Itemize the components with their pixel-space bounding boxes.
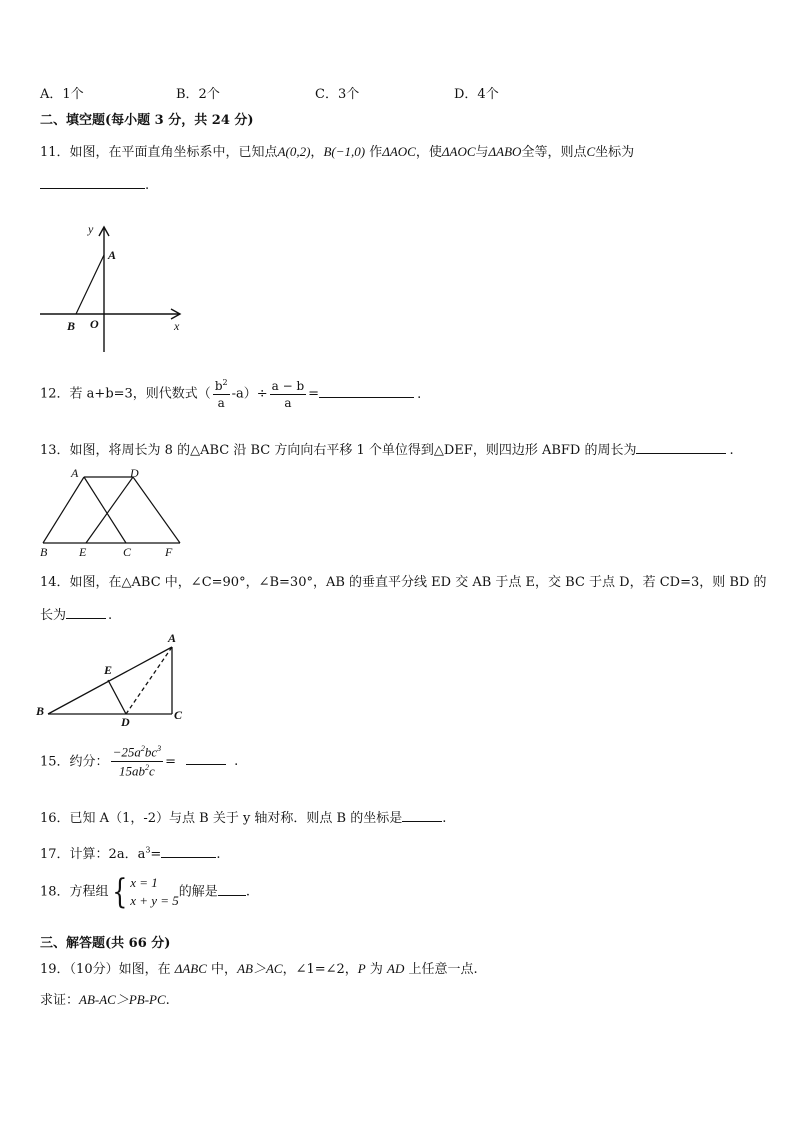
q13-end: . <box>729 443 734 458</box>
q14-segment-ad-dashed <box>126 647 172 714</box>
q19-score: （10分）如图，在 <box>69 962 175 977</box>
q14-label-a: A <box>168 631 177 645</box>
q19-number: 19． <box>40 962 70 977</box>
q18-brace: { <box>111 872 127 912</box>
q13-segment-ab <box>43 477 84 543</box>
q13-segment-ac <box>84 477 126 543</box>
q16-number: 16． <box>40 811 70 826</box>
q13-figure <box>40 468 190 558</box>
q12-frac1-den: a <box>217 396 225 410</box>
q11-label-y: y <box>88 222 94 236</box>
q15-text: 约分： <box>69 754 109 770</box>
q12-frac2-num: a − b <box>271 378 305 393</box>
q14-label-e: E <box>104 663 113 677</box>
q15-den-1: 15ab <box>118 763 145 779</box>
q13-text: 如图，将周长为 8 的△ABC 沿 BC 方向向右平移 1 个单位得到△DEF，则四边形 ABFD 的周长为 <box>69 443 637 458</box>
q15-eq: = <box>165 754 177 770</box>
q11-answer-blank[interactable] <box>40 176 145 189</box>
q12-frac1-sup: 2 <box>222 378 228 387</box>
q13-label-e: E <box>79 545 87 559</box>
q11-label-b: B <box>67 319 76 333</box>
q15-fraction <box>111 744 164 780</box>
q14-number: 14． <box>40 575 70 590</box>
q12-answer-blank[interactable] <box>319 385 414 398</box>
q12-text-1: 若 a+b=3，则代数式（ <box>69 386 211 402</box>
q19-text-1: 中， <box>206 962 238 977</box>
q12-frac1-num: b <box>214 379 223 393</box>
choice-a: A．1个 <box>40 87 84 102</box>
q17-text-2: = <box>150 847 162 862</box>
question-11 <box>40 141 634 160</box>
q16-text: 已知 A（1，-2）与点 B 关于 y 轴对称．则点 B 的坐标是 <box>69 811 403 826</box>
q11-segment-ab <box>76 255 104 314</box>
q13-label-f: F <box>165 545 173 559</box>
question-13 <box>40 439 734 458</box>
q19-text-4: 上任意一点. <box>404 962 478 977</box>
q11-tri-aoc2: ΔAOC <box>441 144 476 159</box>
q13-segment-de <box>86 477 133 543</box>
q18-text-2: 的解是 <box>178 884 218 900</box>
question-15 <box>40 744 238 780</box>
q19-prove-end: . <box>165 993 170 1008</box>
q11-label-x: x <box>174 319 180 333</box>
section-title-solutions: 三、解答题(共 66 分) <box>40 936 171 951</box>
q17-number: 17． <box>40 847 70 862</box>
choice-c: C．3个 <box>315 87 360 102</box>
choice-b: B．2个 <box>176 87 220 102</box>
q13-label-a: A <box>71 466 79 480</box>
q11-number: 11． <box>40 145 70 160</box>
q18-text-1: 方程组 <box>69 884 109 900</box>
q11-end: . <box>145 178 150 193</box>
q15-end: . <box>234 754 239 770</box>
q13-label-c: C <box>123 545 132 559</box>
q12-number: 12． <box>40 386 70 402</box>
question-16 <box>40 807 446 826</box>
q15-num-sup-2: 3 <box>157 744 162 753</box>
q14-figure <box>36 630 191 729</box>
q11-text-1: 如图，在平面直角坐标系中，已知点 <box>69 145 278 160</box>
q14-segment-ed <box>108 680 126 714</box>
q15-num-2: bc <box>144 744 158 760</box>
q14-text-line-2: 长为 <box>40 608 67 623</box>
q14-end: . <box>108 608 113 623</box>
q19-text-3: 为 <box>365 962 388 977</box>
q14-text-line-1: 如图，在△ABC 中，∠C=90°，∠B=30°，AB 的垂直平分线 ED 交 AB 于点 E，交 BC 于点 D，若 CD=3，则 BD 的 <box>69 575 767 590</box>
question-14-line-2 <box>40 604 112 623</box>
q17-sup: 3 <box>145 845 151 855</box>
q13-answer-blank[interactable] <box>636 441 726 454</box>
q19-tri: ΔABC <box>174 961 207 976</box>
question-18 <box>40 874 250 910</box>
q19-prove: AB-AC＞PB-PC <box>79 992 166 1007</box>
q18-eq-1: x = 1 <box>130 875 158 890</box>
q12-fraction-2 <box>270 379 307 410</box>
q15-den-2: c <box>148 763 155 779</box>
q15-den-sup: 2 <box>144 763 149 773</box>
q18-end: . <box>245 884 250 900</box>
q19-ad: AD <box>387 961 405 976</box>
q11-text-6: 坐标为 <box>595 145 635 160</box>
q11-text-2: 作 <box>369 145 383 160</box>
q18-system <box>130 874 179 910</box>
question-14-line-1 <box>40 571 767 590</box>
section-title-fill-in: 二、填空题(每小题 3 分，共 24 分) <box>40 113 254 128</box>
question-19-prove <box>40 989 170 1008</box>
q11-text-4: 与 <box>475 145 489 160</box>
q11-tri-abo: ΔABO <box>488 144 522 159</box>
q11-sep: ， <box>310 145 324 160</box>
q19-prove-label: 求证： <box>40 993 80 1008</box>
q11-text-5: 全等，则点 <box>521 145 587 160</box>
q17-answer-blank[interactable] <box>161 845 216 858</box>
q14-answer-blank[interactable] <box>66 606 106 619</box>
q16-answer-blank[interactable] <box>402 809 442 822</box>
q11-figure <box>40 222 190 357</box>
question-19 <box>40 958 478 977</box>
q12-text-2: -a）÷ <box>231 386 268 402</box>
q19-cond-1: AB＞AC <box>237 961 283 976</box>
q15-answer-blank[interactable] <box>186 752 226 765</box>
q11-label-o: O <box>90 317 99 331</box>
q17-text: 计算：2a．a <box>69 847 146 862</box>
q11-point-a: A(0,2) <box>277 144 311 159</box>
q13-segment-df <box>133 477 180 543</box>
q18-number: 18． <box>40 884 70 900</box>
q13-label-d: D <box>130 466 139 480</box>
q16-end: . <box>442 811 447 826</box>
q11-point-c: C <box>586 144 596 159</box>
q12-text-3: = <box>308 386 320 402</box>
q13-label-b: B <box>40 545 48 559</box>
q11-text-3: ，使 <box>415 145 442 160</box>
q19-text-2: ，∠1=∠2， <box>282 962 358 977</box>
q15-num-sup-1: 2 <box>140 744 145 753</box>
q18-eq-2: x + y = 5 <box>130 893 179 908</box>
q11-answer-line <box>40 176 149 193</box>
choice-d: D．4个 <box>454 87 499 102</box>
q19-p: P <box>357 961 366 976</box>
q15-number: 15． <box>40 754 70 770</box>
q13-number: 13． <box>40 443 70 458</box>
q18-answer-blank[interactable] <box>218 883 246 896</box>
q12-frac2-den: a <box>284 395 292 410</box>
q14-segment-ab <box>48 647 172 714</box>
q14-label-b: B <box>36 704 45 718</box>
q11-tri-aoc: ΔAOC <box>382 144 416 159</box>
question-17 <box>40 843 220 862</box>
q17-end: . <box>216 847 221 862</box>
q11-point-b: B(−1,0) <box>323 144 366 159</box>
question-12 <box>40 378 421 410</box>
q14-label-c: C <box>174 708 183 722</box>
q14-label-d: D <box>121 715 130 729</box>
q12-end: . <box>417 386 422 402</box>
q11-label-a: A <box>108 248 117 262</box>
q12-fraction-1 <box>213 378 230 410</box>
q15-num-1: −25a <box>112 744 141 760</box>
